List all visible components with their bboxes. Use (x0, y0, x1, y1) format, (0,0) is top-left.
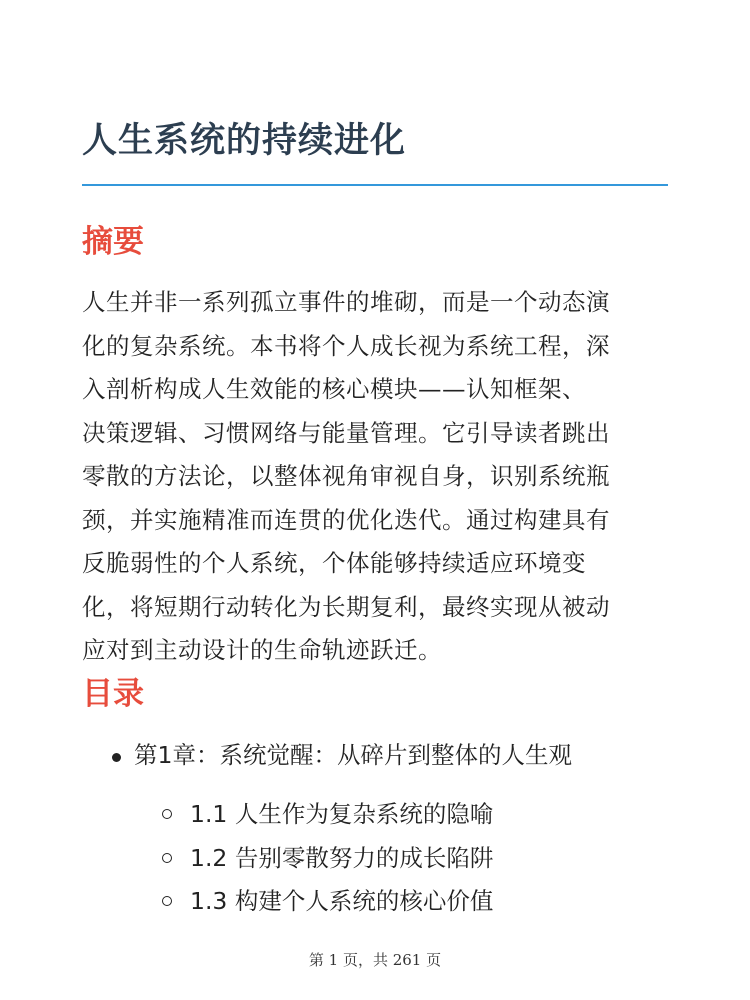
abstract-line: 化，将短期行动转化为长期复利，最终实现从被动 (82, 592, 610, 621)
toc-chapter-label: 第1章：系统觉醒：从碎片到整体的人生观 (134, 741, 572, 769)
bullet-circle-icon (162, 809, 172, 819)
bullet-circle-icon (162, 853, 172, 863)
abstract-line: 颈，并实施精准而连贯的优化迭代。通过构建具有 (82, 505, 610, 534)
toc-heading: 目录 (82, 676, 144, 712)
abstract-line: 人生并非一系列孤立事件的堆砌，而是一个动态演 (82, 288, 610, 316)
bullet-disc-icon (112, 753, 121, 762)
document-title: 人生系统的持续进化 (82, 121, 407, 161)
bullet-circle-icon (162, 896, 172, 906)
abstract-line: 化的复杂系统。本书将个人成长视为系统工程，深 (82, 331, 610, 360)
toc-section-label: 1.3 构建个人系统的核心价值 (190, 887, 494, 915)
abstract-heading: 摘要 (82, 224, 144, 260)
toc-section-label: 1.1 人生作为复杂系统的隐喻 (190, 800, 494, 828)
abstract-paragraph (82, 281, 672, 673)
abstract-line: 零散的方法论，以整体视角审视自身，识别系统瓶 (82, 462, 610, 490)
toc-section-label: 1.2 告别零散努力的成长陷阱 (190, 844, 494, 872)
title-divider (82, 184, 668, 186)
abstract-line: 入剖析构成人生效能的核心模块——认知框架、 (82, 375, 586, 403)
abstract-line: 决策逻辑、习惯网络与能量管理。它引导读者跳出 (82, 418, 610, 447)
abstract-line: 应对到主动设计的生命轨迹跃迁。 (82, 636, 442, 664)
page-footer: 第 1 页，共 261 页 (308, 951, 442, 969)
abstract-line: 反脆弱性的个人系统，个体能够持续适应环境变 (82, 549, 586, 577)
